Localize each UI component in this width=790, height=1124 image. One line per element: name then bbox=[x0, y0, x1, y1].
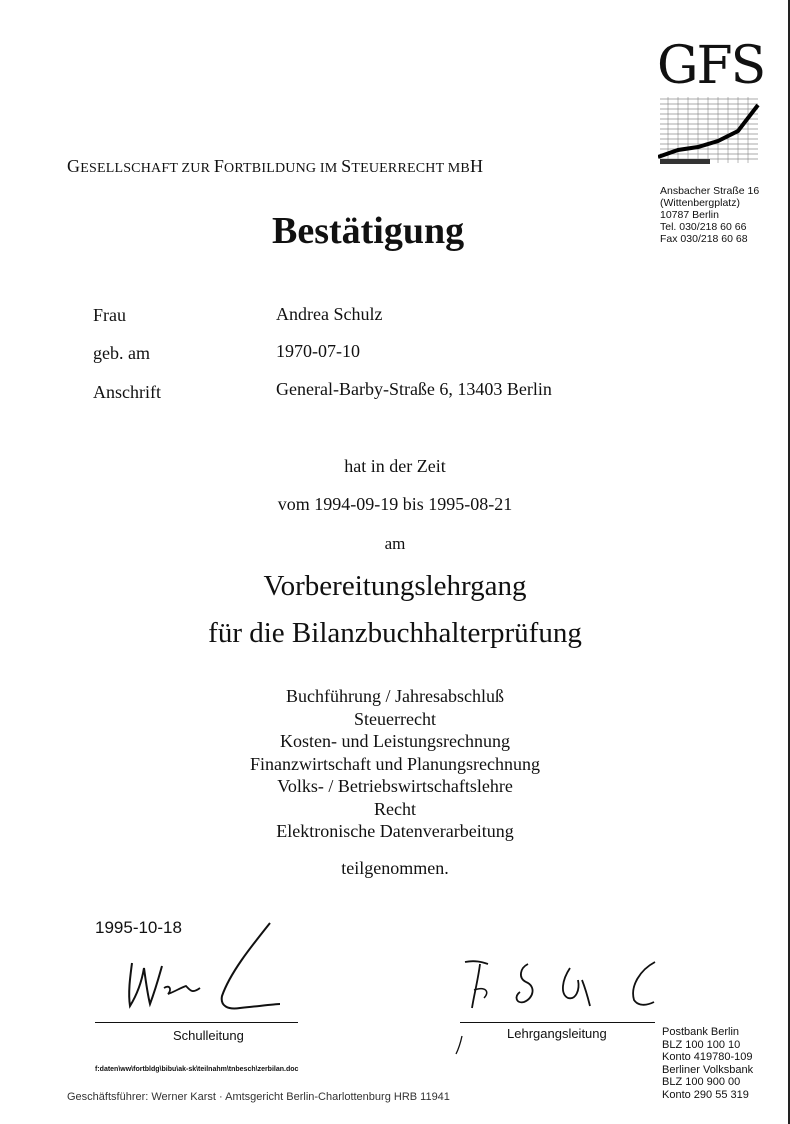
signature-date: 1995-10-18 bbox=[95, 918, 182, 937]
address-line: 10787 Berlin bbox=[660, 209, 719, 221]
signature-left-scribble bbox=[110, 918, 310, 1018]
signature-line-left bbox=[95, 1022, 298, 1023]
gfs-logo-graphic bbox=[658, 95, 760, 165]
topic-item: Finanzwirtschaft und Planungsrechnung bbox=[250, 753, 540, 774]
bank-details bbox=[662, 1026, 753, 1101]
course-line-1: Vorbereitungslehrgang bbox=[263, 570, 527, 602]
course-line-2: für die Bilanzbuchhalterprüfung bbox=[208, 617, 582, 649]
topic-item: Buchführung / Jahresabschluß bbox=[286, 686, 504, 706]
bank-line: BLZ 100 900 00 bbox=[662, 1076, 741, 1088]
value-address: General-Barby-Straße 6, 13403 Berlin bbox=[276, 379, 552, 399]
topic-item: Elektronische Datenverarbeitung bbox=[276, 821, 514, 841]
bank-line: BLZ 100 100 10 bbox=[662, 1038, 741, 1051]
label-anschrift: Anschrift bbox=[93, 382, 161, 402]
topic-item: Kosten- und Leistungsrechnung bbox=[280, 731, 510, 751]
address-line: Fax 030/218 60 68 bbox=[660, 233, 748, 245]
value-name: Andrea Schulz bbox=[276, 304, 383, 324]
address-line: (Wittenbergplatz) bbox=[660, 197, 740, 209]
signature-label-left: Schulleitung bbox=[173, 1028, 244, 1043]
label-geb-am: geb. am bbox=[93, 343, 150, 363]
signature-label-right: Lehrgangsleitung bbox=[507, 1026, 607, 1041]
topic-item: Steuerrecht bbox=[354, 708, 436, 729]
footer-text: Geschäftsführer: Werner Karst · Amtsgericht Berlin-Charlottenburg HRB 11941 bbox=[67, 1091, 450, 1103]
company-address bbox=[660, 185, 759, 245]
value-birthdate: 1970-07-10 bbox=[276, 341, 360, 361]
closing-text: teilgenommen. bbox=[341, 858, 449, 878]
file-path: f:daten\ww\fortbldg\bibu\ak-sk\teilnahm\tnbesch\zerbilan.doc bbox=[95, 1066, 299, 1073]
bank-line: Konto 290 55 319 bbox=[662, 1088, 749, 1101]
signature-line-right bbox=[460, 1022, 655, 1023]
gfs-logo-text: GFS bbox=[657, 36, 765, 96]
signature-right-scribble bbox=[450, 950, 670, 1060]
bank-line: Berliner Volksbank bbox=[662, 1063, 754, 1076]
bank-line: Postbank Berlin bbox=[662, 1026, 740, 1038]
topic-item: Volks- / Betriebswirtschaftslehre bbox=[277, 776, 513, 796]
period-intro: hat in der Zeit bbox=[344, 456, 446, 476]
address-line: Tel. 030/218 60 66 bbox=[660, 221, 747, 233]
period-am: am bbox=[384, 534, 406, 553]
period-range: vom 1994-09-19 bis 1995-08-21 bbox=[277, 494, 513, 514]
document-title: Bestätigung bbox=[272, 210, 465, 252]
topic-list bbox=[0, 685, 790, 843]
company-name: GESELLSCHAFT ZUR FORTBILDUNG IM STEUERRECHT MBH bbox=[67, 156, 484, 176]
label-frau: Frau bbox=[93, 305, 126, 325]
bank-line: Konto 419780-109 bbox=[662, 1051, 753, 1063]
topic-item: Recht bbox=[374, 798, 416, 819]
address-line: Ansbacher Straße 16 bbox=[660, 185, 760, 197]
